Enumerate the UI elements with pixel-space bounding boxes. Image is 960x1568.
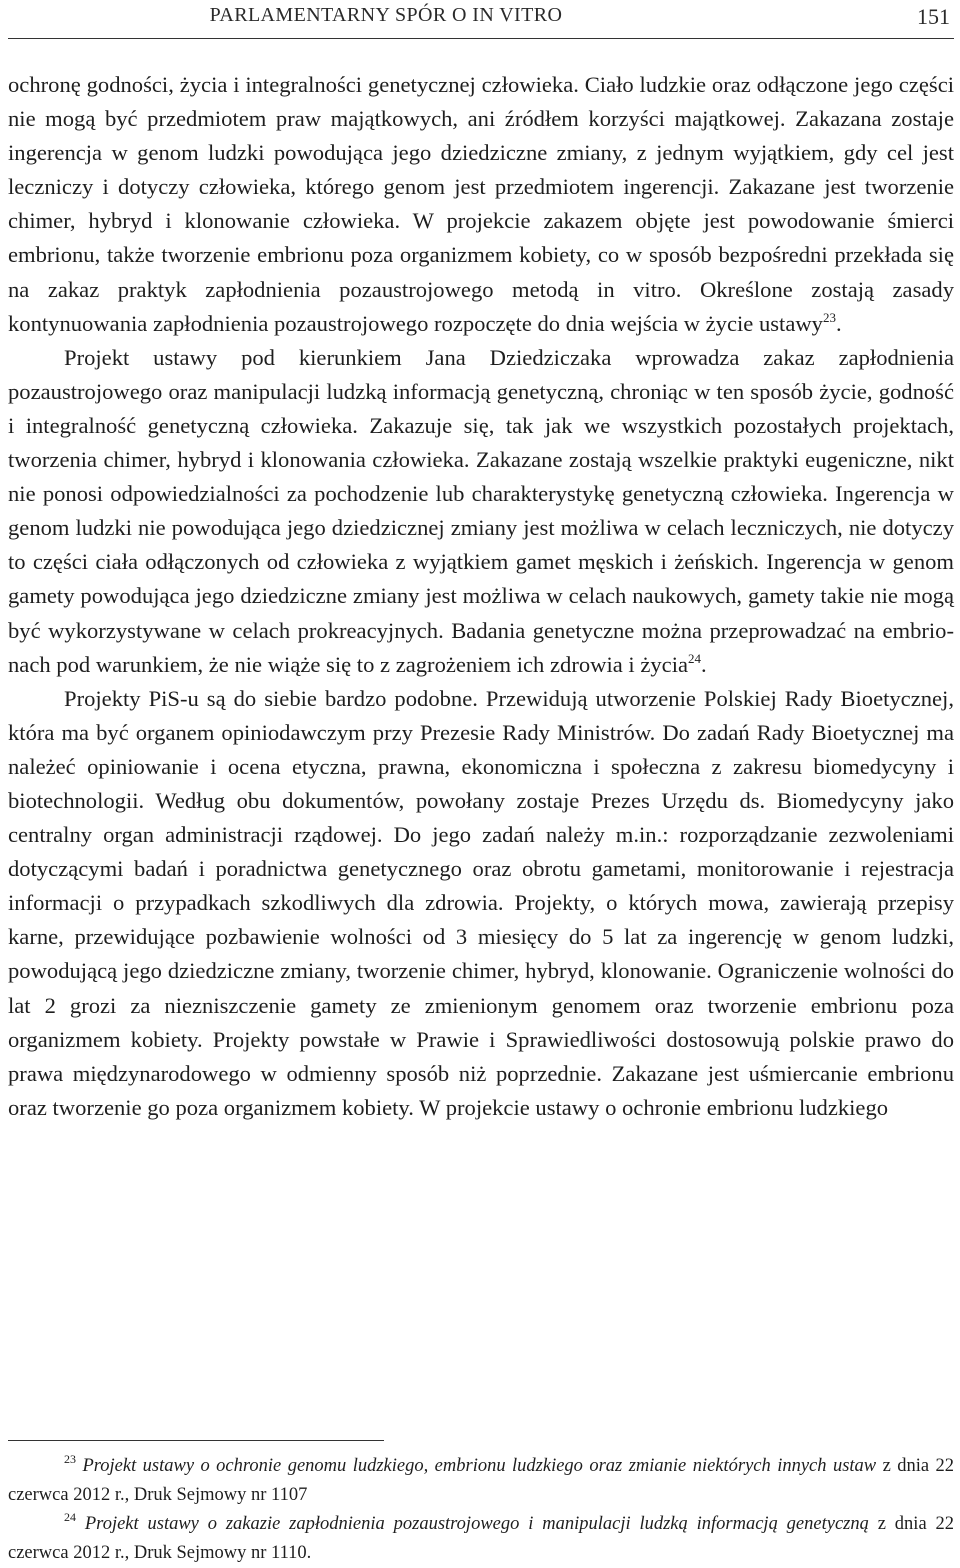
paragraph-3 — [8, 682, 954, 1125]
header-rule — [8, 38, 954, 39]
paragraph-1-end: . — [835, 310, 842, 336]
footnote-number: 24 — [64, 1510, 76, 1524]
paragraph-3-text: Projekty PiS-u są do siebie bardzo podobne. Przewidują utworzenie Polskiej Rady Bioetycznej, która ma być organem opiniodawczym przy Prezesie Rady Ministrów. Do zadań Rady Bioetycznej ma należeć opiniowanie i ocena etyczna, prawna, ekonomiczna i społeczna z zakresu biomedycyny i biotechnologii. Według obu dokumentów, powołany zostaje Prezes Urzędu ds. Biomedycyny jako centralny organ administracji rządowej. Do jego zadań należy m.in.: rozporządzanie zezwoleniami dotyczącymi badań i poradnictwa genetycznego oraz obrotu gametami, monitorowanie i rejestracja informacji o przypadkach szkodliwych dla zdrowia. Projekty, o których mowa, zawierają przepisy karne, przewidujące pozbawienie wolności od 3 miesięcy do 5 lat za ingerencję w genom ludzki, powodującą jego dziedziczne zmiany, tworzenie chimer, hybryd, klonowanie. Ograniczenie wolności do lat 2 grozi za niezniszczenie gamety ze zmienionym genomem oraz tworzenie embrionu poza organizmem kobiety. Projekty powstałe w Prawie i Sprawiedliwości dostosowują polskie prawo do prawa międzynarodowego w odmienny sposób niż poprzednie. Zakazane jest uśmiercanie embrionu oraz tworzenie go poza organizmem kobiety. W projekcie ustawy o ochronie embrionu ludzkiego — [8, 685, 954, 1120]
running-head — [8, 2, 954, 32]
main-text — [8, 68, 954, 1125]
footnote-ref-24[interactable]: 24 — [688, 650, 702, 666]
footnote-number: 23 — [64, 1452, 76, 1466]
footnote-24 — [8, 1510, 954, 1568]
footnotes — [8, 1452, 954, 1568]
footnote-ref-23[interactable]: 23 — [822, 309, 836, 325]
footnote-rule — [8, 1440, 384, 1441]
page-number: 151 — [917, 4, 950, 29]
running-title: PARLAMENTARNY SPÓR O IN VITRO — [209, 4, 563, 26]
paragraph-2 — [8, 341, 954, 682]
footnote-source: z dnia 22 czerwca 2012 r., Druk Sejmowy nr 1107 — [8, 1456, 955, 1505]
paragraph-1 — [8, 68, 954, 341]
book-page — [8, 0, 954, 1568]
footnote-23 — [8, 1452, 954, 1510]
footnote-source: z dnia 22 czerwca 2012 r., Druk Sejmowy nr 1110. — [8, 1514, 955, 1563]
paragraph-1-text: ochronę godności, życia i integralności genetycznej człowieka. Ciało ludzkie oraz odłączone jego części nie mogą być przedmiotem praw majątkowych, ani źródłem korzyści majątkowej. Zakazana zostaje ingerencja w genom ludzki powodująca jego dziedziczne zmiany, z jednym wyjątkiem, gdy cel jest leczniczy i dotyczy człowieka, którego genom jest przedmiotem ingerencji. Zakazane jest tworzenie chimer, hybryd i klonowanie człowieka. W projekcie zakazem objęte jest powodowanie śmierci embrionu, także tworzenie embrionu poza organizmem kobiety, co w sposób bezpośredni przekłada się na zakaz praktyk zapłodnienia pozaustrojowego metodą in vitro. Określone zostają zasady kontynuowania zapłodnienia pozaustrojowego rozpoczęte do dnia wejścia w życie ustawy — [8, 72, 954, 336]
footnote-title: Projekt ustawy o zakazie zapłodnienia pozaustrojowego i manipulacji ludzką informacją genetyczną — [84, 1514, 869, 1534]
paragraph-2-end: . — [701, 651, 707, 677]
footnote-title: Projekt ustawy o ochronie genomu ludzkiego, embrionu ludzkiego oraz zmianie niektórych innych ustaw — [82, 1456, 877, 1476]
paragraph-2-text: Projekt ustawy pod kierunkiem Jana Dziedziczaka wprowadza zakaz zapłodnienia pozaustrojowego oraz manipulacji ludzką informacją genetyczną, chroniąc w ten sposób życie, godność i integralność genetyczną człowieka. Zakazuje się, tak jak we wszystkich pozostałych projektach, tworzenia chimer, hybryd i klonowania człowieka. Zakazane zostają wszelkie praktyki eugeniczne, nikt nie ponosi odpowiedzialności za pochodzenie lub charakterystykę genetyczną człowieka. Ingerencja w genom ludzki nie powodująca jego dziedzicznej zmiany jest możliwa w celach leczniczych, nie dotyczy to części ciała odłączonych od człowieka z wyjątkiem gamet męskich i żeńskich. Ingerencja w genom gamety powodująca jego dziedziczne zmiany jest możliwa w celach naukowych, gamety takie nie mogą być wykorzystywane w celach prokreacyjnych. Badania genetyczne można przeprowadzać na embrionach pod warunkiem, że nie wiąże się to z zagrożeniem ich zdrowia i życia — [8, 344, 954, 677]
